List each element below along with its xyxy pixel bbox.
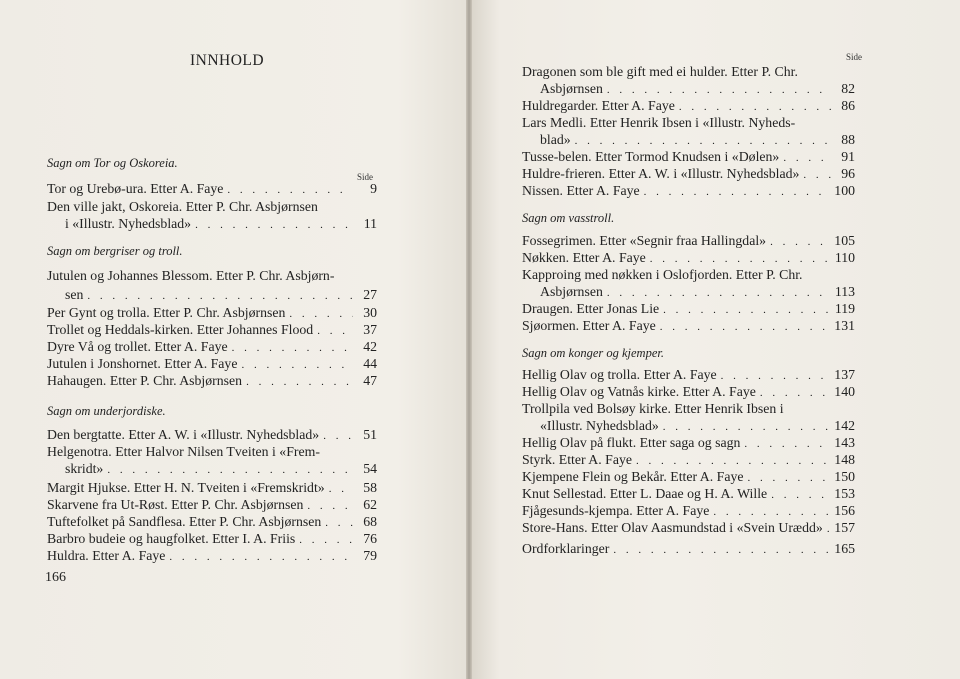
- side-column-label: Side: [357, 172, 374, 182]
- toc-entry: [522, 166, 855, 182]
- toc-entry-title: Asbjørnsen: [540, 81, 603, 96]
- toc-entry-page: 9: [370, 181, 377, 196]
- toc-entry: [522, 520, 855, 536]
- toc-entry: [65, 216, 377, 232]
- toc-entry-page: 143: [834, 435, 855, 450]
- toc-entry: [522, 250, 855, 266]
- leader-dots: [803, 169, 831, 181]
- toc-entry-page: 91: [841, 149, 855, 164]
- section-heading: Sagn om konger og kjemper.: [522, 346, 664, 360]
- toc-entry-title: Jutulen og Johannes Blessom. Etter P. Chr. Asbjørn-: [47, 268, 335, 283]
- leader-dots: [241, 359, 353, 371]
- toc-entry: [522, 384, 855, 400]
- toc-entry-page: 157: [834, 520, 855, 535]
- toc-entry-title: Hellig Olav og trolla. Etter A. Faye: [522, 367, 717, 382]
- toc-entry: [522, 401, 855, 417]
- toc-entry: [540, 284, 855, 300]
- leader-dots: [289, 308, 353, 320]
- toc-entry-page: 105: [834, 233, 855, 248]
- leader-dots: [613, 544, 830, 556]
- toc-entry: [47, 339, 377, 355]
- toc-entry-title: Tusse-belen. Etter Tormod Knudsen i «Dølen»: [522, 149, 780, 164]
- toc-entry-title: skridt»: [65, 461, 104, 476]
- toc-entry-page: 44: [363, 356, 377, 371]
- toc-entry-page: 37: [363, 322, 377, 337]
- toc-entry-title: Skarvene fra Ut-Røst. Etter P. Chr. Asbjørnsen: [47, 497, 304, 512]
- section-heading: Sagn om vasstroll.: [522, 211, 615, 225]
- toc-entry-page: 131: [834, 318, 855, 333]
- toc-entry: [522, 149, 855, 165]
- toc-entry-title: Styrk. Etter A. Faye: [522, 452, 632, 467]
- toc-entry: [540, 132, 855, 148]
- toc-entry-title: Ordforklaringer: [522, 541, 610, 556]
- section-heading: Sagn om Tor og Oskoreia.: [47, 156, 178, 170]
- toc-entry-title: Dragonen som ble gift med ei hulder. Etter P. Chr.: [522, 64, 798, 79]
- toc-entry-page: 47: [363, 373, 377, 388]
- toc-entry-title: Lars Medli. Etter Henrik Ibsen i «Illustr. Nyheds-: [522, 115, 796, 130]
- toc-entry: [47, 356, 377, 372]
- toc-entry-page: 42: [363, 339, 377, 354]
- toc-entry-title: i «Illustr. Nyhedsblad»: [65, 216, 192, 231]
- toc-entry: [522, 367, 855, 383]
- leader-dots: [87, 290, 353, 302]
- toc-entry-title: Hahaugen. Etter P. Chr. Asbjørnsen: [47, 373, 243, 388]
- toc-entry-title: Huldregarder. Etter A. Faye: [522, 98, 675, 113]
- toc-entry: [47, 531, 377, 547]
- toc-entry: [522, 233, 855, 249]
- leader-dots: [227, 184, 353, 196]
- leader-dots: [307, 500, 353, 512]
- toc-entry-title: Helgenotra. Etter Halvor Nilsen Tveiten i «Frem-: [47, 444, 320, 459]
- toc-entry: [522, 98, 855, 114]
- toc-entry-page: 30: [363, 305, 377, 320]
- toc-entry-title: Jutulen i Jonshornet. Etter A. Faye: [47, 356, 238, 371]
- leader-dots: [325, 517, 353, 529]
- toc-entry-page: 86: [841, 98, 855, 113]
- toc-entry-title: «Illustr. Nyhedsblad»: [540, 418, 659, 433]
- toc-entry: [522, 452, 855, 468]
- leader-dots: [771, 489, 830, 501]
- toc-entry-page: 58: [363, 480, 377, 495]
- toc-entry-title: Store-Hans. Etter Olav Aasmundstad i «Svein Urædd»: [522, 520, 823, 535]
- leader-dots: [679, 101, 831, 113]
- toc-entry-page: 68: [363, 514, 377, 529]
- toc-entry-title: Dyre Vå og trollet. Etter A. Faye: [47, 339, 228, 354]
- leader-dots: [663, 304, 831, 316]
- toc-entry-page: 96: [841, 166, 855, 181]
- toc-entry-page: 165: [834, 541, 855, 556]
- toc-entry-page: 137: [834, 367, 855, 382]
- page-number: 166: [45, 570, 66, 585]
- toc-entry-page: 51: [363, 427, 377, 442]
- toc-entry-title: Den ville jakt, Oskoreia. Etter P. Chr. Asbjørnsen: [47, 199, 318, 214]
- toc-entry-page: 140: [834, 384, 855, 399]
- toc-entry: [47, 444, 377, 460]
- page-title: INNHOLD: [190, 52, 265, 69]
- toc-entry-title: Knut Sellestad. Etter L. Daae og H. A. Wille: [522, 486, 768, 501]
- leader-dots: [713, 506, 830, 518]
- toc-entry: [47, 497, 377, 513]
- toc-entry-title: blad»: [540, 132, 571, 147]
- toc-entry: [522, 435, 855, 451]
- toc-entry: [47, 427, 377, 443]
- toc-entry: [522, 469, 855, 485]
- toc-entry-page: 54: [363, 461, 377, 476]
- toc-entry: [47, 480, 377, 496]
- toc-entry-title: Trollpila ved Bolsøy kirke. Etter Henrik Ibsen i: [522, 401, 784, 416]
- leader-dots: [329, 483, 353, 495]
- leader-dots: [607, 287, 831, 299]
- toc-entry-page: 119: [834, 301, 855, 316]
- leader-dots: [663, 421, 831, 433]
- toc-entry-title: Draugen. Etter Jonas Lie: [522, 301, 660, 316]
- toc-entry-title: Barbro budeie og haugfolket. Etter I. A. Friis: [47, 531, 296, 546]
- toc-entry: [540, 418, 855, 434]
- toc-entry: [47, 199, 377, 215]
- toc-entry-title: Hellig Olav på flukt. Etter saga og sagn: [522, 435, 741, 450]
- toc-entry-page: 148: [834, 452, 855, 467]
- leader-dots: [783, 152, 831, 164]
- toc-entry-page: 113: [834, 284, 855, 299]
- toc-entry: [522, 301, 855, 317]
- toc-entry: [47, 548, 377, 564]
- toc-entry-page: 156: [834, 503, 855, 518]
- toc-entry-title: Den bergtatte. Etter A. W. i «Illustr. Nyhedsblad»: [47, 427, 320, 442]
- leader-dots: [650, 253, 831, 265]
- toc-entry: [522, 318, 855, 334]
- toc-entry-title: Nissen. Etter A. Faye: [522, 183, 640, 198]
- leader-dots: [607, 84, 831, 96]
- toc-entry-title: Nøkken. Etter A. Faye: [522, 250, 646, 265]
- leader-dots: [575, 135, 831, 147]
- toc-entry: [47, 181, 377, 197]
- leader-dots: [299, 534, 353, 546]
- toc-entry-title: Kjempene Flein og Bekår. Etter A. Faye: [522, 469, 744, 484]
- leader-dots: [317, 325, 353, 337]
- toc-entry-title: Sjøormen. Etter A. Faye: [522, 318, 656, 333]
- toc-entry-page: 142: [834, 418, 855, 433]
- toc-entry: [522, 541, 855, 557]
- toc-entry: [522, 183, 855, 199]
- toc-entry: [47, 305, 377, 321]
- toc-entry-page: 110: [834, 250, 855, 265]
- section-heading: Sagn om bergriser og troll.: [47, 244, 183, 258]
- leader-dots: [107, 464, 353, 476]
- leader-dots: [323, 430, 353, 442]
- toc-entry-title: Margit Hjukse. Etter H. N. Tveiten i «Fremskridt»: [47, 480, 325, 495]
- toc-entry-page: 76: [363, 531, 377, 546]
- toc-entry-title: Huldra. Etter A. Faye: [47, 548, 166, 563]
- toc-entry-title: Fossegrimen. Etter «Segnir fraa Hallingdal»: [522, 233, 767, 248]
- toc-entry-page: 153: [834, 486, 855, 501]
- leader-dots: [760, 387, 830, 399]
- toc-entry: [47, 514, 377, 530]
- toc-entry-title: Tuftefolket på Sandflesa. Etter P. Chr. Asbjørnsen: [47, 514, 322, 529]
- toc-entry-title: sen: [65, 287, 84, 302]
- toc-entry-title: Asbjørnsen: [540, 284, 603, 299]
- toc-entry: [522, 115, 855, 131]
- toc-entry-title: Fjågesunds-kjempa. Etter A. Faye: [522, 503, 710, 518]
- toc-entry-page: 82: [841, 81, 855, 96]
- toc-entry: [540, 81, 855, 97]
- toc-entry-title: Hellig Olav og Vatnås kirke. Etter A. Faye: [522, 384, 756, 399]
- leader-dots: [827, 523, 830, 535]
- leader-dots: [246, 376, 353, 388]
- toc-entry: [47, 268, 377, 284]
- toc-entry: [522, 503, 855, 519]
- leader-dots: [770, 236, 830, 248]
- leader-dots: [721, 370, 831, 382]
- toc-entry-title: Kapproing med nøkken i Oslofjorden. Etter P. Chr.: [522, 267, 803, 282]
- side-column-label: Side: [846, 52, 863, 62]
- toc-entry-title: Per Gynt og trolla. Etter P. Chr. Asbjørnsen: [47, 305, 286, 320]
- toc-entry-page: 79: [363, 548, 377, 563]
- leader-dots: [744, 438, 830, 450]
- toc-entry: [65, 461, 377, 477]
- toc-entry-page: 27: [363, 287, 377, 302]
- leader-dots: [636, 455, 830, 467]
- leader-dots: [660, 321, 831, 333]
- toc-entry: [522, 267, 855, 283]
- toc-entry: [65, 287, 377, 303]
- toc-entry: [522, 486, 855, 502]
- toc-entry-title: Huldre-frieren. Etter A. W. i «Illustr. Nyhedsblad»: [522, 166, 800, 181]
- toc-entry-title: Trollet og Heddals-kirken. Etter Johannes Flood: [47, 322, 314, 337]
- toc-entry-page: 62: [363, 497, 377, 512]
- leader-dots: [195, 219, 353, 231]
- book-gutter: [466, 0, 472, 679]
- leader-dots: [169, 551, 353, 563]
- toc-entry-title: Tor og Urebø-ura. Etter A. Faye: [47, 181, 224, 196]
- toc-entry-page: 150: [834, 469, 855, 484]
- toc-entry-page: 100: [834, 183, 855, 198]
- section-heading: Sagn om underjordiske.: [47, 404, 166, 418]
- leader-dots: [232, 342, 353, 354]
- toc-entry-page: 88: [841, 132, 855, 147]
- leader-dots: [747, 472, 830, 484]
- toc-entry: [522, 64, 855, 80]
- toc-entry-page: 11: [363, 216, 377, 231]
- leader-dots: [644, 186, 831, 198]
- toc-entry: [47, 322, 377, 338]
- toc-entry: [47, 373, 377, 389]
